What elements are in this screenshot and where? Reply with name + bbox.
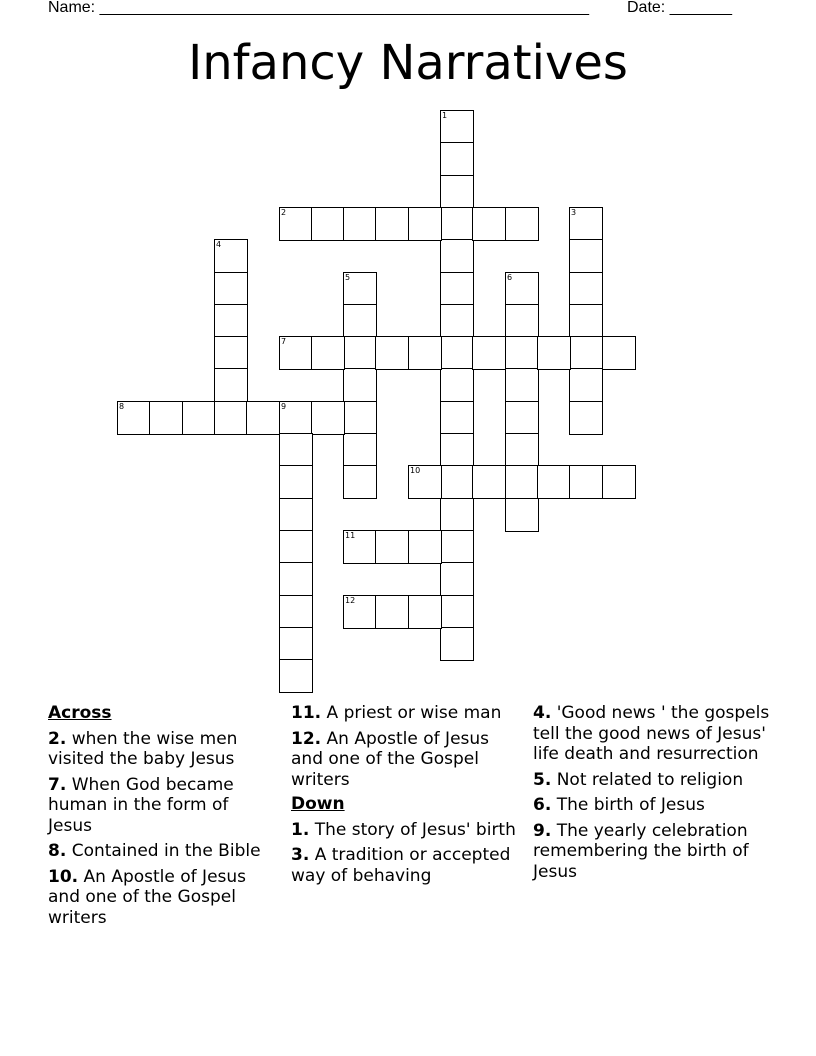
clue-text: The birth of Jesus bbox=[556, 795, 705, 815]
grid-cell[interactable] bbox=[472, 207, 506, 241]
cell-number: 3 bbox=[571, 208, 577, 217]
grid-cell[interactable] bbox=[375, 207, 409, 241]
cell-number: 9 bbox=[281, 402, 287, 411]
clue-across-7 bbox=[48, 775, 273, 837]
page-title: Infancy Narratives bbox=[188, 35, 628, 91]
grid-cell[interactable] bbox=[279, 498, 313, 532]
cell-number: 4 bbox=[216, 240, 222, 249]
grid-cell[interactable] bbox=[569, 401, 603, 435]
clue-across-10 bbox=[48, 867, 273, 929]
grid-cell[interactable] bbox=[343, 336, 377, 370]
grid-cell[interactable] bbox=[440, 433, 474, 467]
grid-cell[interactable] bbox=[505, 336, 539, 370]
grid-cell[interactable] bbox=[279, 627, 313, 661]
cell-number: 8 bbox=[119, 402, 125, 411]
clue-text: An Apostle of Jesus and one of the Gospel writers bbox=[291, 728, 490, 790]
grid-cell[interactable] bbox=[214, 368, 248, 402]
grid-cell[interactable] bbox=[343, 272, 377, 306]
cell-number: 7 bbox=[281, 337, 287, 346]
grid-cell[interactable] bbox=[214, 239, 248, 273]
grid-cell[interactable] bbox=[440, 562, 474, 596]
clue-across-2 bbox=[48, 729, 273, 770]
clue-column-3 bbox=[533, 703, 773, 882]
grid-cell[interactable] bbox=[537, 465, 571, 499]
clue-text: The story of Jesus' birth bbox=[314, 819, 516, 840]
grid-cell[interactable] bbox=[440, 175, 474, 209]
grid-cell[interactable] bbox=[569, 207, 603, 241]
grid-cell[interactable] bbox=[279, 595, 313, 629]
grid-cell[interactable] bbox=[440, 401, 474, 435]
clue-text: A tradition or accepted way of behaving bbox=[291, 845, 511, 886]
grid-cell[interactable] bbox=[440, 595, 474, 629]
grid-cell[interactable] bbox=[246, 401, 280, 435]
grid-cell[interactable] bbox=[505, 465, 539, 499]
grid-cell[interactable] bbox=[569, 336, 603, 370]
clue-number: 12. bbox=[291, 728, 322, 749]
grid-cell[interactable] bbox=[117, 401, 151, 435]
clue-number: 8. bbox=[48, 841, 67, 861]
grid-cell[interactable] bbox=[343, 530, 377, 564]
grid-cell[interactable] bbox=[214, 401, 248, 435]
grid-cell[interactable] bbox=[505, 272, 539, 306]
grid-cell[interactable] bbox=[472, 336, 506, 370]
clue-down-3 bbox=[291, 845, 519, 886]
grid-cell[interactable] bbox=[505, 368, 539, 402]
grid-cell[interactable] bbox=[569, 465, 603, 499]
grid-cell[interactable] bbox=[343, 401, 377, 435]
grid-cell[interactable] bbox=[279, 659, 313, 693]
grid-cell[interactable] bbox=[602, 465, 636, 499]
clue-number: 7. bbox=[48, 774, 67, 795]
clue-number: 3. bbox=[291, 845, 310, 865]
grid-cell[interactable] bbox=[343, 465, 377, 499]
grid-cell[interactable] bbox=[279, 530, 313, 564]
clue-down-6 bbox=[533, 795, 773, 816]
clue-number: 4. bbox=[533, 703, 552, 723]
clue-text: The yearly celebration remembering the birth of Jesus bbox=[533, 820, 749, 882]
grid-cell[interactable] bbox=[472, 465, 506, 499]
cell-number: 1 bbox=[442, 111, 448, 120]
clue-text: when the wise men visited the baby Jesus bbox=[48, 728, 238, 769]
grid-cell[interactable] bbox=[279, 401, 313, 435]
date-field-line: Date: _______ bbox=[627, 0, 732, 16]
grid-cell[interactable] bbox=[343, 433, 377, 467]
grid-cell[interactable] bbox=[537, 336, 571, 370]
grid-cell[interactable] bbox=[182, 401, 216, 435]
clue-number: 2. bbox=[48, 728, 67, 749]
clue-down-1 bbox=[291, 820, 519, 841]
grid-cell[interactable] bbox=[569, 368, 603, 402]
grid-cell[interactable] bbox=[505, 304, 539, 338]
grid-cell[interactable] bbox=[279, 336, 313, 370]
clue-text: Not related to religion bbox=[556, 769, 744, 790]
cell-number: 2 bbox=[281, 208, 287, 217]
grid-cell[interactable] bbox=[440, 498, 474, 532]
grid-cell[interactable] bbox=[375, 595, 409, 629]
grid-cell[interactable] bbox=[311, 401, 345, 435]
grid-cell[interactable] bbox=[440, 465, 474, 499]
grid-cell[interactable] bbox=[505, 207, 539, 241]
cell-number: 11 bbox=[345, 531, 356, 540]
grid-cell[interactable] bbox=[311, 336, 345, 370]
grid-cell[interactable] bbox=[279, 465, 313, 499]
grid-cell[interactable] bbox=[343, 207, 377, 241]
grid-cell[interactable] bbox=[440, 304, 474, 338]
grid-cell[interactable] bbox=[408, 207, 442, 241]
clue-down-9 bbox=[533, 821, 773, 883]
cell-number: 5 bbox=[345, 273, 351, 282]
grid-cell[interactable] bbox=[505, 498, 539, 532]
grid-cell[interactable] bbox=[569, 304, 603, 338]
clue-column-2 bbox=[291, 703, 519, 886]
grid-cell[interactable] bbox=[440, 530, 474, 564]
clue-number: 10. bbox=[48, 866, 79, 887]
grid-cell[interactable] bbox=[214, 304, 248, 338]
grid-cell[interactable] bbox=[214, 336, 248, 370]
grid-cell[interactable] bbox=[505, 401, 539, 435]
grid-cell[interactable] bbox=[569, 272, 603, 306]
grid-cell[interactable] bbox=[149, 401, 183, 435]
grid-cell[interactable] bbox=[440, 110, 474, 144]
across-heading: Across bbox=[48, 703, 112, 723]
grid-cell[interactable] bbox=[408, 595, 442, 629]
grid-cell[interactable] bbox=[343, 304, 377, 338]
grid-cell[interactable] bbox=[408, 465, 442, 499]
grid-cell[interactable] bbox=[408, 336, 442, 370]
clue-down-4 bbox=[533, 703, 773, 765]
grid-cell[interactable] bbox=[279, 562, 313, 596]
clue-number: 1. bbox=[291, 819, 310, 840]
cell-number: 6 bbox=[507, 273, 513, 282]
grid-cell[interactable] bbox=[375, 530, 409, 564]
clue-text: 'Good news ' the gospels tell the good news of Jesus' life death and resurrection bbox=[533, 703, 770, 764]
grid-cell[interactable] bbox=[440, 142, 474, 176]
clue-number: 6. bbox=[533, 795, 552, 815]
clue-text: An Apostle of Jesus and one of the Gospel writers bbox=[48, 866, 247, 928]
clue-number: 11. bbox=[291, 703, 322, 723]
clue-text: When God became human in the form of Jesus bbox=[48, 774, 234, 836]
grid-cell[interactable] bbox=[440, 272, 474, 306]
grid-cell[interactable] bbox=[440, 207, 474, 241]
grid-cell[interactable] bbox=[343, 368, 377, 402]
down-heading: Down bbox=[291, 794, 345, 814]
clue-down-5 bbox=[533, 770, 773, 791]
name-field-line: Name: _______________________________________________________ bbox=[48, 0, 589, 16]
clue-across-12 bbox=[291, 729, 519, 791]
cell-number: 12 bbox=[345, 596, 356, 605]
grid-cell[interactable] bbox=[569, 239, 603, 273]
grid-cell[interactable] bbox=[440, 627, 474, 661]
clue-across-11 bbox=[291, 703, 519, 724]
clue-number: 5. bbox=[533, 769, 552, 790]
cell-number: 10 bbox=[410, 466, 421, 475]
grid-cell[interactable] bbox=[408, 530, 442, 564]
clue-text: A priest or wise man bbox=[326, 703, 502, 723]
clue-number: 9. bbox=[533, 820, 552, 841]
grid-cell[interactable] bbox=[311, 207, 345, 241]
grid-cell[interactable] bbox=[440, 368, 474, 402]
clue-column-1 bbox=[48, 703, 273, 928]
grid-cell[interactable] bbox=[343, 595, 377, 629]
grid-cell[interactable] bbox=[279, 207, 313, 241]
grid-cell[interactable] bbox=[602, 336, 636, 370]
grid-cell[interactable] bbox=[375, 336, 409, 370]
clue-across-8 bbox=[48, 841, 273, 862]
grid-cell[interactable] bbox=[440, 336, 474, 370]
grid-cell[interactable] bbox=[279, 433, 313, 467]
grid-cell[interactable] bbox=[214, 272, 248, 306]
clue-text: Contained in the Bible bbox=[71, 841, 261, 861]
grid-cell[interactable] bbox=[505, 433, 539, 467]
grid-cell[interactable] bbox=[440, 239, 474, 273]
